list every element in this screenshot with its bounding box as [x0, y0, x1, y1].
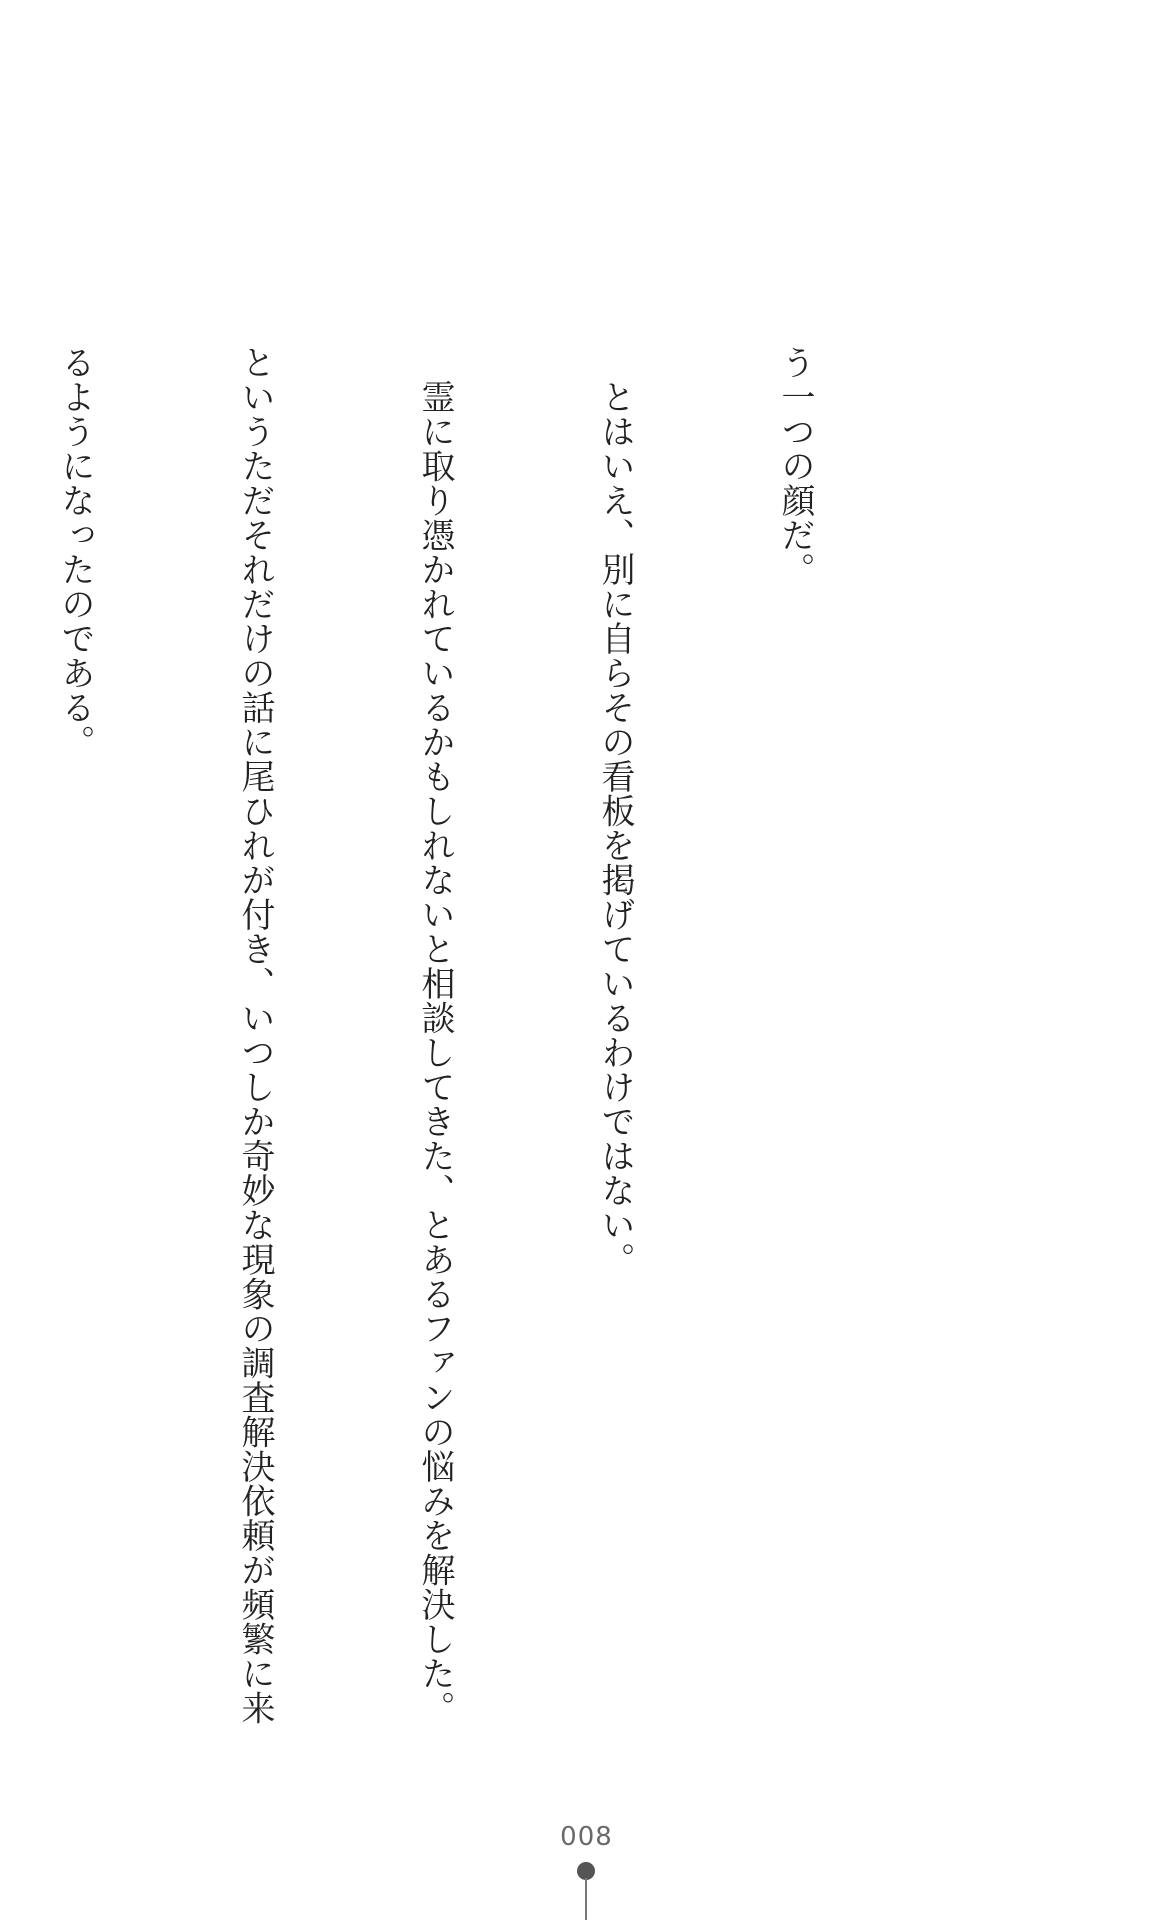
vertical-text-body	[0, 345, 945, 1725]
page-marker-line	[585, 1878, 587, 1920]
text-line: う一つの顔だ。	[775, 345, 815, 587]
page-number: 008	[560, 1822, 613, 1852]
text-line: というただそれだけの話に尾ひれが付き、いつしか奇妙な現象の調査解決依頼が頻繁に来	[235, 345, 275, 1725]
text-line: るようになったのである。	[55, 345, 95, 759]
text-line: 霊に取り憑かれているかもしれないと相談してきた、とあるファンの悩みを解決した。	[415, 345, 455, 1725]
text-line: とはいえ、別に自らその看板を掲げているわけではない。	[595, 345, 635, 1277]
